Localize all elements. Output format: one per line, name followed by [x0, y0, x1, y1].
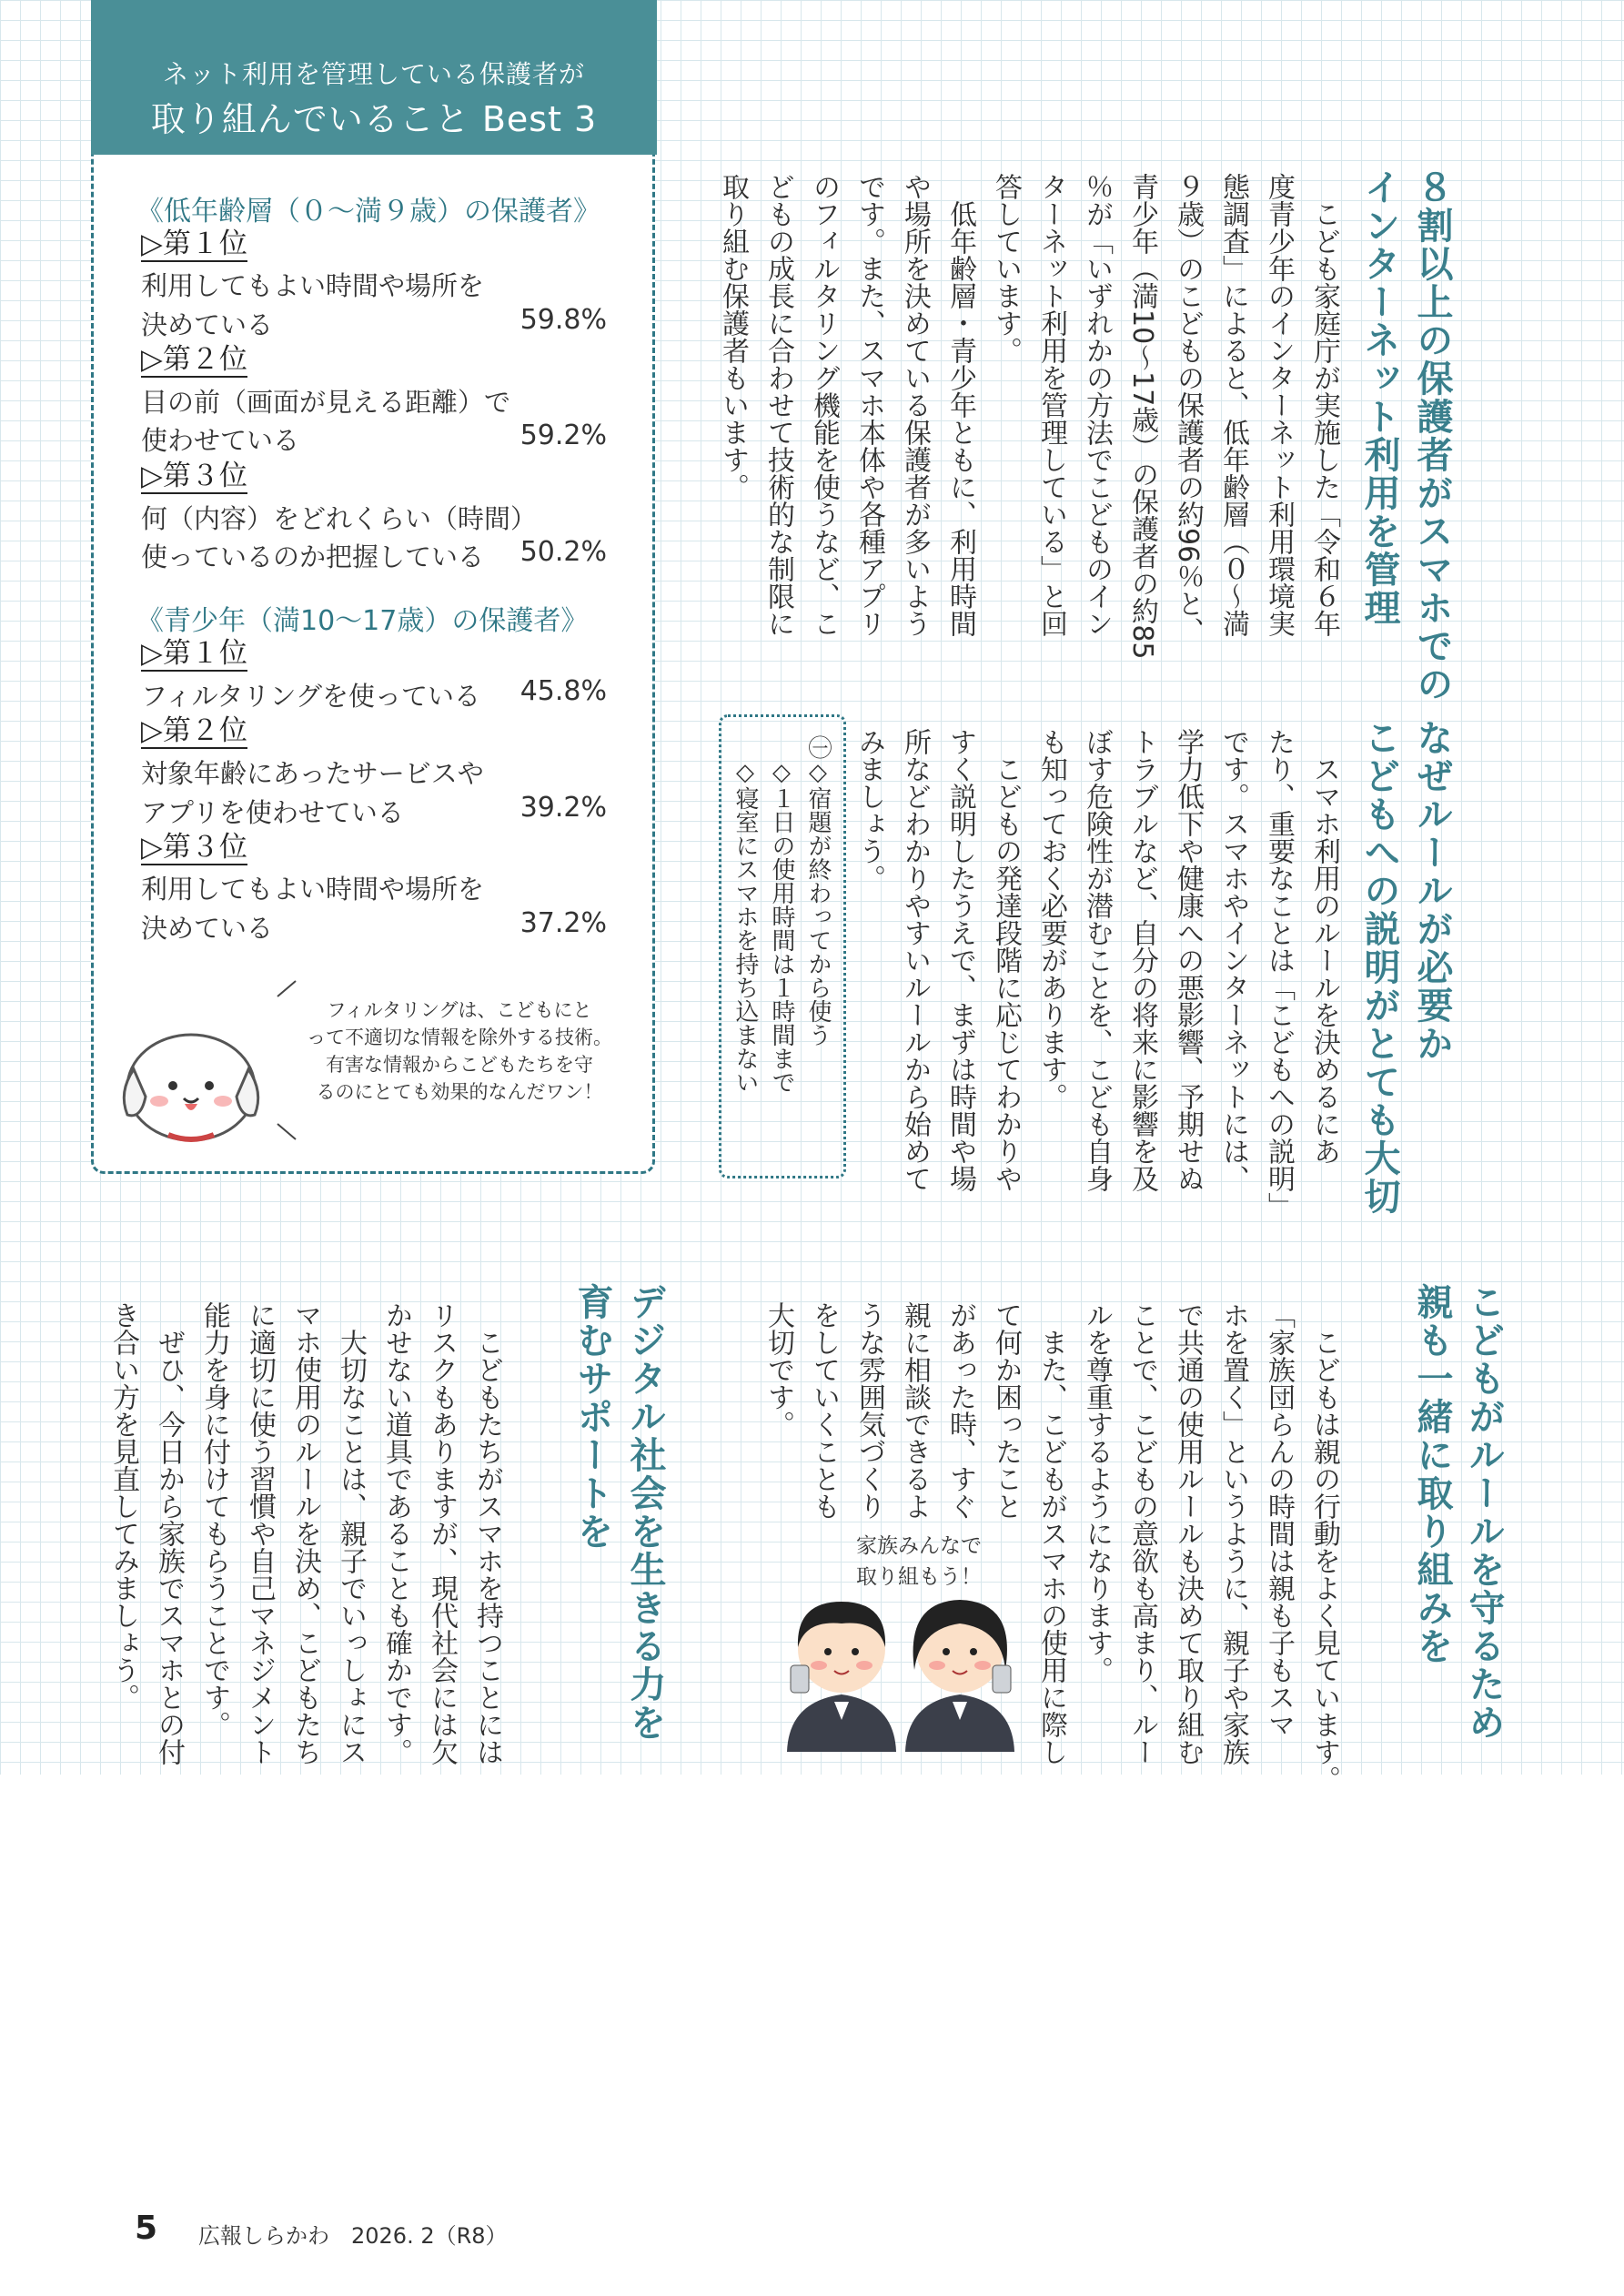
section3-line: うな雰囲気づくり [853, 1301, 885, 1520]
low-age-rank1-text1: 利用してもよい時間や場所を [141, 270, 485, 301]
low-age-rank2: ▷第２位 [141, 343, 247, 376]
section1-line: 低年齢層・青少年ともに、利用時間 [944, 173, 976, 637]
section3-line: て何か困ったこと [990, 1301, 1022, 1520]
section3-heading-line2: 親も一緒に取り組みを [1411, 1283, 1453, 1665]
section3-line: 親に相談できるよ [899, 1301, 931, 1520]
youth-rank3-pct: 37.2% [519, 907, 607, 939]
youth-rank1-pct: 45.8% [519, 675, 607, 707]
section4-heading-line1: デジタル社会を生きる力を [624, 1283, 666, 1742]
example-line3: ◇寝室にスマホを持ち込まない [731, 735, 759, 1094]
section3-line: ことで、こどもの意欲も高まり、ルー [1126, 1301, 1158, 1765]
low-age-rank2-text2: 使わせている [141, 425, 300, 456]
section4-line: リスクもありますが、現代社会には欠 [426, 1301, 458, 1765]
low-age-rank3-text2: 使っているのか把握している [141, 541, 485, 572]
best3-header-line2: 取り組んでいること Best 3 [150, 99, 598, 139]
section2-line: です。スマホやインターネットには、 [1217, 728, 1249, 1192]
youth-rank2-text2: アプリを使わせている [141, 797, 404, 828]
youth-rank2-pct: 39.2% [519, 792, 607, 824]
example-line2: ◇１日の使用時間は１時間まで [768, 735, 795, 1094]
section2-line: たり、重要なことは「こどもへの説明」 [1263, 728, 1295, 1219]
youth-rank2: ▷第２位 [141, 714, 247, 747]
publication-info: 広報しらかわ 2026. 2（R8） [198, 2223, 508, 2249]
bubble-line1: フィルタリングは、こどもにと [327, 999, 592, 1021]
section2-body [853, 728, 1347, 1219]
section3-line: また、こどもがスマホの使用に際し [1035, 1301, 1067, 1765]
section1-body [719, 173, 1347, 683]
family-illustration [778, 1583, 1024, 1752]
low-age-rank2-pct: 59.2% [519, 420, 607, 451]
low-age-rank1: ▷第１位 [141, 228, 247, 260]
section2-line: 学力低下や健康への悪影響、予期せぬ [1172, 728, 1204, 1192]
section4-line: こどもたちがスマホを持つことには [471, 1301, 503, 1765]
section4-line: ぜひ、今日から家族でスマホとの付 [153, 1301, 185, 1765]
low-age-rank1-text2: 決めている [141, 309, 274, 340]
section4-line: 大切なことは、親子でいっしょにス [335, 1301, 367, 1765]
youth-rank3: ▷第３位 [141, 831, 247, 864]
family-bubble-line1: 家族みんなで [856, 1534, 982, 1558]
youth-rank2-text1: 対象年齢にあったサービスや [141, 758, 484, 789]
section3-line: ルを尊重するようになります。 [1081, 1301, 1113, 1684]
section2-line: 所などわかりやすいルールから始めて [899, 728, 931, 1192]
section2-line: すく説明したうえで、まずは時間や場 [944, 728, 976, 1192]
section3-line: で共通の使用ルールも決めて取り組む [1172, 1301, 1204, 1765]
low-age-rank1-pct: 59.8% [519, 304, 607, 336]
section4-heading-line2: 育むサポートを [571, 1283, 613, 1551]
section1-line: ９歳）のこどもの保護者の約96％と、 [1172, 173, 1204, 645]
section1-line: どもの成長に合わせて技術的な制限に [762, 173, 794, 637]
dog-mascot-illustration [114, 1015, 268, 1151]
low-age-group-title: 《低年齢層（０～満９歳）の保護者》 [136, 196, 600, 228]
section1-line: 度青少年のインターネット利用環境実 [1263, 173, 1295, 637]
youth-rank1-text1: フィルタリングを使っている [141, 681, 480, 712]
section3-line: 「家族団らんの時間は親も子もスマ [1263, 1301, 1295, 1738]
section1-line: 答しています。 [990, 173, 1022, 364]
low-age-rank3-pct: 50.2% [519, 536, 607, 568]
section2-line: も知っておく必要があります。 [1035, 728, 1067, 1110]
low-age-rank3: ▷第３位 [141, 460, 247, 492]
section3-line: ホを置く」というように、親子や家族 [1217, 1301, 1249, 1765]
section4-line: に適切に使う習慣や自己マネジメント [244, 1301, 276, 1765]
section2-line: ぼす危険性が潜むことを、こども自身 [1081, 728, 1113, 1192]
section1-line: 青少年（満10～17歳）の保護者の約85 [1126, 173, 1158, 660]
section4-line: き合い方を見直してみましょう。 [107, 1301, 139, 1711]
section4-line: かせない道具であることも確かです。 [380, 1301, 412, 1765]
bubble-line4: るのにとても効果的なんだワン！ [316, 1081, 603, 1103]
best3-header-line1: ネット利用を管理している保護者が [162, 59, 585, 89]
section4-line: 能力を身に付けてもらうことです。 [198, 1301, 230, 1738]
section1-line: ターネット利用を管理している」と回 [1035, 173, 1067, 637]
section1-line: のフィルタリング機能を使うなど、こ [808, 173, 840, 637]
section3-line: こどもは親の行動をよく見ています。 [1308, 1301, 1340, 1793]
section2-heading-line2: こどもへの説明がとても大切 [1358, 719, 1400, 1216]
section1-line: 取り組む保護者もいます。 [717, 173, 749, 501]
rule-example-box [719, 714, 846, 1178]
low-age-rank2-text1: 目の前（画面が見える距離）で [141, 387, 511, 418]
section2-line: こどもの発達段階に応じてわかりや [990, 728, 1022, 1192]
family-bubble-line2: 取り組もう！ [856, 1565, 982, 1589]
youth-rank1: ▷第１位 [141, 637, 247, 670]
example-line1: ㊀◇宿題が終わってから使う [804, 735, 832, 1047]
section2-heading-line1: なぜルールが必要か [1411, 719, 1453, 1063]
section2-line: スマホ利用のルールを決めるにあ [1308, 728, 1340, 1165]
youth-group-title: 《青少年（満10～17歳）の保護者》 [136, 605, 589, 637]
bubble-marks [273, 974, 300, 1156]
youth-rank3-text2: 決めている [141, 913, 274, 944]
section1-heading-line1: ８割以上の保護者がスマホでの [1411, 168, 1453, 703]
section2-line: トラブルなど、自分の将来に影響を及 [1126, 728, 1158, 1192]
youth-rank3-text1: 利用してもよい時間や場所を [141, 874, 485, 905]
section3-line: 大切です。 [762, 1301, 794, 1438]
section1-line: です。また、スマホ本体や各種アプリ [853, 173, 885, 637]
section1-line: 態調査」によると、低年齢層（０～満 [1217, 173, 1249, 637]
section1-heading-line2: インターネット利用を管理 [1358, 168, 1400, 627]
low-age-rank3-text1: 何（内容）をどれくらい（時間） [141, 503, 538, 534]
section4-body [109, 1301, 509, 1775]
page-number: 5 [135, 2210, 158, 2247]
section2-line: みましょう。 [853, 728, 885, 892]
section1-line: や場所を決めている保護者が多いよう [899, 173, 931, 637]
section1-line: ％が「いずれかの方法でこどものイン [1081, 173, 1113, 637]
section4-line: マホ使用のルールを決め、こどもたち [289, 1301, 321, 1765]
section3-heading-line1: こどもがルールを守るため [1463, 1283, 1505, 1742]
section1-line: こども家庭庁が実施した「令和６年 [1308, 173, 1340, 637]
bubble-line3: 有害な情報からこどもたちを守 [326, 1054, 593, 1076]
section3-line: をしていくことも [808, 1301, 840, 1520]
bubble-line2: って不適切な情報を除外する技術。 [307, 1027, 612, 1048]
best3-header [91, 0, 657, 155]
section3-line: があった時、すぐ [944, 1301, 976, 1520]
mascot-speech-bubble [268, 996, 651, 1106]
